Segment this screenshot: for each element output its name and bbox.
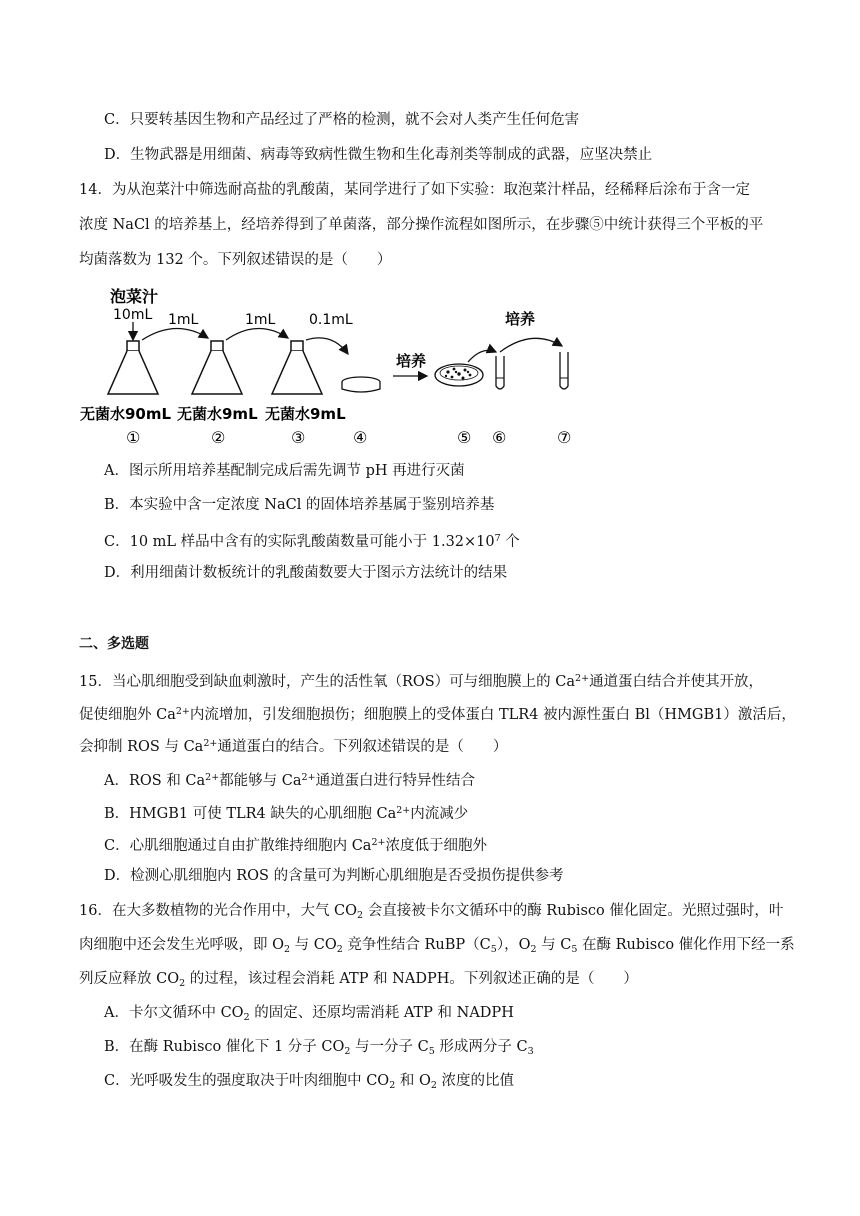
q15-option-c: C．心肌细胞通过自由扩散维持细胞内 $Ca^{2+}$浓度低于细胞外 [104,837,487,854]
q15-option-b: B．HMGB1 可使 TLR4 缺失的心肌细胞 $Ca^{2+}$内流减少 [104,805,469,822]
q16-option-c: C．光呼吸发生的强度取决于叶肉细胞中 $CO_2$ 和 $O_2$ 浓度的比值 [104,1073,514,1091]
transfer-1-label: 1mL [168,312,199,328]
sample-label: 泡菜汁 [110,287,159,306]
section-title: 二、多选题 [79,636,149,652]
q14-option-d: D．利用细菌计数板统计的乳酸菌数要大于图示方法统计的结果 [104,565,508,581]
flask-3-icon [272,341,322,394]
q15-option-a: A．ROS 和 $Ca^{2+}$都能够与 $Ca^{2+}$通道蛋白进行特异性结合 [104,772,476,789]
flask-2-label: 无菌水9mL [177,405,258,423]
q14-option-a: A．图示所用培养基配制完成后需先调节 pH 再进行灭菌 [104,463,465,479]
dilution-plating-figure [0,282,860,452]
q16-option-a: A．卡尔文循环中 $CO_2$ 的固定、还原均需消耗 ATP 和 NADPH [104,1005,514,1023]
step-number-2: ② [211,428,226,447]
culture-label-2: 培养 [505,310,536,328]
step-number-6: ⑥ [492,428,507,447]
step-number-1: ① [126,428,141,447]
q14-stem-line-1: 14．为从泡菜汁中筛选耐高盐的乳酸菌，某同学进行了如下实验：取泡菜汁样品，经稀释后涂布于含一定 [79,182,750,198]
flask-3-label: 无菌水9mL [265,405,346,423]
transfer-2-label: 1mL [245,312,276,328]
transfer-3-label: 0.1mL [309,312,353,328]
q16-option-b: B．在酶 Rubisco 催化下 1 分子 $CO_2$ 与一分子 $C_5$ 形成两分子 $C_3$ [104,1039,534,1057]
q13-option-c: C．只要转基因生物和产品经过了严格的检测，就不会对人类产生任何危害 [104,112,580,128]
sample-volume: 10mL [113,307,153,323]
test-tube-7-icon [560,352,568,389]
culture-label-1: 培养 [396,352,427,370]
q15-stem-line-2: 促使细胞外 $Ca^{2+}$内流增加，引发细胞损伤；细胞膜上的受体蛋白 TLR4 被内源性蛋白 Bl（HMGB1）激活后， [79,706,796,723]
q15-option-d: D．检测心肌细胞内 ROS 的含量可为判断心肌细胞是否受损伤提供参考 [104,868,564,884]
flask-2-icon [192,341,242,394]
flask-1-icon [108,341,158,394]
q15-stem-line-3: 会抑制 ROS 与 $Ca^{2+}$通道蛋白的结合。下列叙述错误的是（ ） [79,738,508,755]
step-number-3: ③ [291,428,306,447]
flask-1-label: 无菌水90mL [80,405,172,423]
q16-stem-line-2: 肉细胞中还会发生光呼吸，即 $O_2$ 与 $CO_2$ 竞争性结合 $RuBP(C_5)$，$O_2$ 与 $C_5$ 在酶 Rubisco 催化作用下经一系 [79,937,795,955]
q14-stem-line-2: 浓度 NaCl 的培养基上，经培养得到了单菌落，部分操作流程如图所示，在步骤⑤中统计获得三个平板的平 [79,217,764,233]
q13-option-d: D．生物武器是用细菌、病毒等致病性微生物和生化毒剂类等制成的武器，应坚决禁止 [104,147,653,163]
q14-option-b: B．本实验中含一定浓度 NaCl 的固体培养基属于鉴别培养基 [104,497,495,513]
q15-stem-line-1: 15．当心肌细胞受到缺血刺激时，产生的活性氧（ROS）可与细胞膜上的 $Ca^{2+}$通道蛋白结合并使其开放， [79,673,764,690]
test-tube-6-icon [496,356,504,389]
step-number-7: ⑦ [557,428,572,447]
step-number-5: ⑤ [457,428,472,447]
step-number-4: ④ [353,428,368,447]
q16-stem-line-1: 16．在大多数植物的光合作用中，大气 $CO_2$ 会直接被卡尔文循环中的酶 Rubisco 催化固定。光照过强时，叶 [79,903,784,921]
q16-stem-line-3: 列反应释放 $CO_2$ 的过程，该过程会消耗 ATP 和 NADPH。下列叙述正确的是（ ） [79,971,638,989]
petri-dish-icon [342,377,380,392]
q14-option-c: C．10 mL 样品中含有的实际乳酸菌数量可能小于 $1.32\times 10^7$ 个 [104,533,520,550]
colony-plate-icon [435,364,483,386]
q14-stem-line-3: 均菌落数为 132 个。下列叙述错误的是（ ） [79,252,392,268]
